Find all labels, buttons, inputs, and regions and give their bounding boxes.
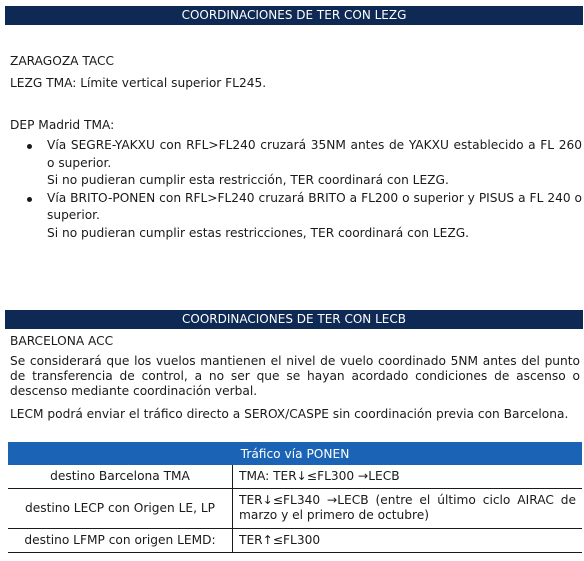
table-row — [8, 488, 582, 528]
coordination-paragraph: Se considerará que los vuelos mantienen el nivel de vuelo coordinado 5NM antes del punto de transferencia de control, a no ser que se hayan acordado condiciones de ascenso o descenso mediante coordinación verbal. — [10, 354, 580, 398]
table-cell-rule: TER↓≤FL340 →LECB (entre el último ciclo AIRAC de marzo y el primero de octubre) — [233, 488, 583, 528]
table-cell-rule: TMA: TER↓≤FL300 →LECB — [233, 465, 583, 488]
table-row — [8, 528, 582, 552]
section-header-lezg: COORDINACIONES DE TER CON LEZG — [5, 6, 583, 25]
lezg-tma-note: LEZG TMA: Límite vertical superior FL245. — [10, 76, 267, 90]
table-cell-destination: destino Barcelona TMA — [8, 465, 233, 488]
dep-madrid-title: DEP Madrid TMA: — [10, 118, 115, 132]
bullet-text: Vía SEGRE-YAKXU con RFL>FL240 cruzará 35NM antes de YAKXU establecido a FL 260 o superior. — [47, 138, 582, 170]
table-row — [8, 465, 582, 488]
table-cell-destination: destino LFMP con origen LEMD: — [8, 528, 233, 552]
unit-barcelona: BARCELONA ACC — [10, 334, 114, 348]
direct-traffic-paragraph: LECM podrá enviar el tráfico directo a SEROX/CASPE sin coordinación previa con Barcelona. — [10, 407, 569, 421]
table-cell-destination: destino LECP con Origen LE, LP — [8, 488, 233, 528]
unit-zaragoza: ZARAGOZA TACC — [10, 54, 115, 68]
bullet-icon — [27, 144, 32, 149]
bullet-text: Vía BRITO-PONEN con RFL>FL240 cruzará BRITO a FL200 o superior y PISUS a FL 240 o superior. — [47, 190, 582, 222]
bullet-subtext: Si no pudieran cumplir esta restricción, TER coordinará con LEZG. — [47, 173, 449, 187]
bullet-icon — [27, 197, 32, 202]
table-header: Tráfico vía PONEN — [8, 442, 582, 465]
list-item — [10, 137, 582, 190]
restriction-list — [10, 137, 582, 242]
bullet-subtext: Si no pudieran cumplir estas restricciones, TER coordinará con LEZG. — [47, 225, 470, 240]
list-item — [10, 190, 582, 243]
section-header-lecb: COORDINACIONES DE TER CON LECB — [5, 310, 583, 329]
table-cell-rule: TER↑≤FL300 — [233, 528, 583, 552]
traffic-table — [8, 442, 582, 553]
table-header-row — [8, 442, 582, 465]
